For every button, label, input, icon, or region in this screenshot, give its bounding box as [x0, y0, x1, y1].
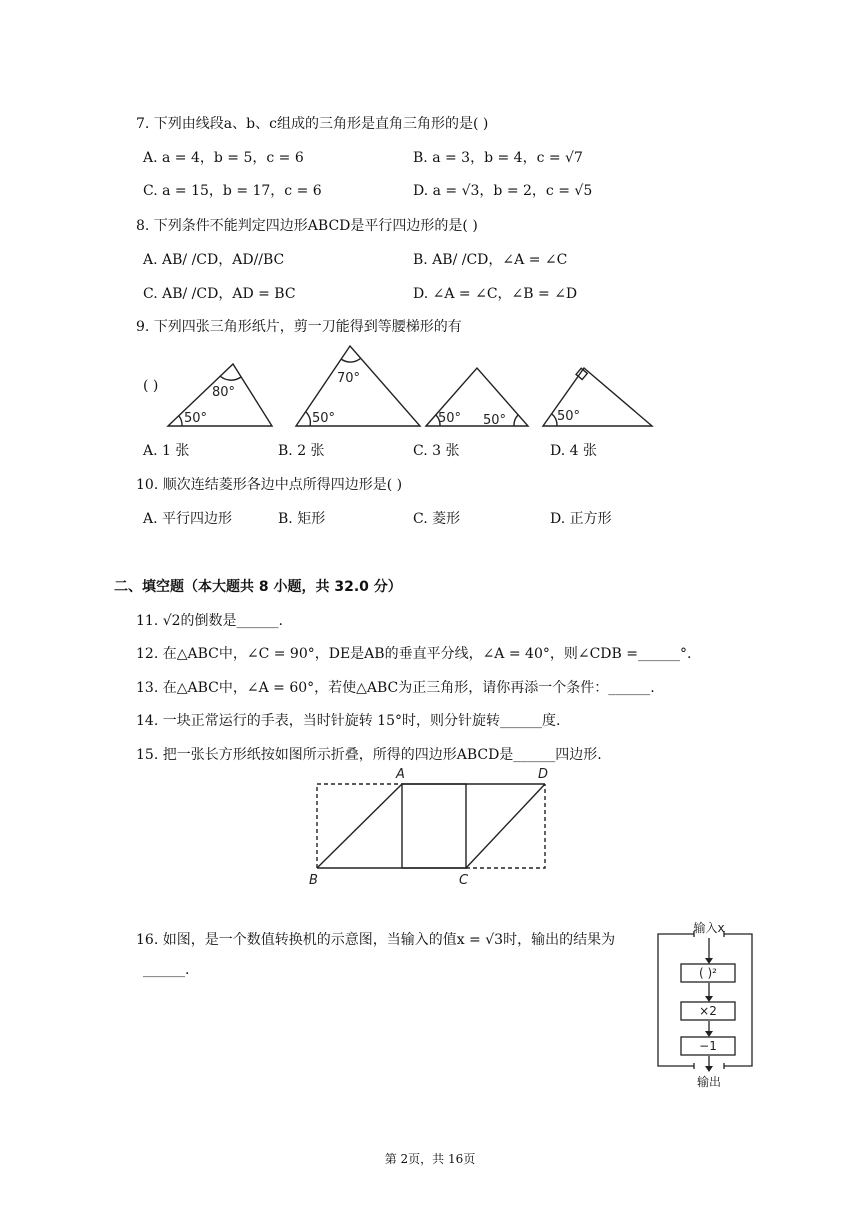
q15-stem: 15. 把一张长方形纸按如图所示折叠，所得的四边形ABCD是______四边形. — [136, 747, 602, 763]
q16-converter-figure — [652, 920, 762, 1092]
q10-option-d: D. 正方形 — [550, 511, 612, 527]
tri1-left-angle: 50° — [184, 411, 208, 426]
section-title: 二、填空题（本大题共 8 小题，共 32.0 分） — [114, 579, 402, 595]
converter-square-box: ( )² — [699, 966, 717, 980]
label-c: C — [459, 873, 469, 888]
q16-blank: ______. — [143, 962, 190, 978]
q7-option-c: C. a = 15，b = 17，c = 6 — [143, 183, 322, 199]
q15-fold-figure — [300, 762, 560, 890]
q9-option-a: A. 1 张 — [143, 443, 190, 459]
tri3-right-angle: 50° — [483, 413, 507, 428]
q9-option-d: D. 4 张 — [550, 443, 597, 459]
q10-option-b: B. 矩形 — [278, 511, 326, 527]
q16-stem: 16. 如图，是一个数值转换机的示意图，当输入的值x = √3时，输出的结果为 — [136, 932, 616, 948]
tri4-left-angle: 50° — [557, 409, 581, 424]
converter-minus-one-box: −1 — [699, 1039, 717, 1053]
tri1-top-angle: 80° — [212, 385, 236, 400]
q9-option-b: B. 2 张 — [278, 443, 325, 459]
q12: 12. 在△ABC中，∠C = 90°，DE是AB的垂直平分线，∠A = 40°，则∠CDB =______°. — [136, 646, 692, 662]
converter-input-label: 输入x — [693, 921, 725, 935]
page-footer: 第 2页，共 16页 — [384, 1152, 476, 1166]
q11: 11. √2的倒数是______. — [136, 613, 283, 629]
label-a: A — [396, 767, 405, 782]
q7-stem: 7. 下列由线段a、b、c组成的三角形是直角三角形的是( ) — [136, 116, 489, 132]
converter-times-two-box: ×2 — [699, 1004, 717, 1018]
q10-stem: 10. 顺次连结菱形各边中点所得四边形是( ) — [136, 477, 403, 493]
q7-option-a: A. a = 4，b = 5，c = 6 — [143, 150, 304, 166]
q8-option-a: A. AB/ /CD，AD//BC — [143, 252, 285, 268]
q9-stem: 9. 下列四张三角形纸片，剪一刀能得到等腰梯形的有 — [136, 319, 462, 335]
converter-output-label: 输出 — [696, 1075, 722, 1089]
q7-option-d: D. a = √3，b = 2，c = √5 — [413, 183, 593, 199]
q8-option-d: D. ∠A = ∠C，∠B = ∠D — [413, 286, 578, 302]
q9-answer-paren: ( ) — [143, 378, 159, 394]
q9-triangles-figure — [160, 340, 660, 432]
q8-option-c: C. AB/ /CD，AD = BC — [143, 286, 296, 302]
q8-option-b: B. AB/ /CD，∠A = ∠C — [413, 252, 568, 268]
q9-option-c: C. 3 张 — [413, 443, 460, 459]
q13: 13. 在△ABC中，∠A = 60°，若使△ABC为正三角形，请你再添一个条件：______. — [136, 680, 655, 696]
tri2-top-angle: 70° — [337, 371, 361, 386]
q7-option-b: B. a = 3，b = 4，c = √7 — [413, 150, 583, 166]
tri3-left-angle: 50° — [438, 411, 462, 426]
label-b: B — [309, 873, 318, 888]
tri2-left-angle: 50° — [312, 411, 336, 426]
q10-option-c: C. 菱形 — [413, 511, 461, 527]
q8-stem: 8. 下列条件不能判定四边形ABCD是平行四边形的是( ) — [136, 218, 478, 234]
q14: 14. 一块正常运行的手表，当时针旋转 15°时，则分针旋转______度. — [136, 713, 561, 729]
q10-option-a: A. 平行四边形 — [143, 511, 233, 527]
label-d: D — [538, 767, 549, 782]
